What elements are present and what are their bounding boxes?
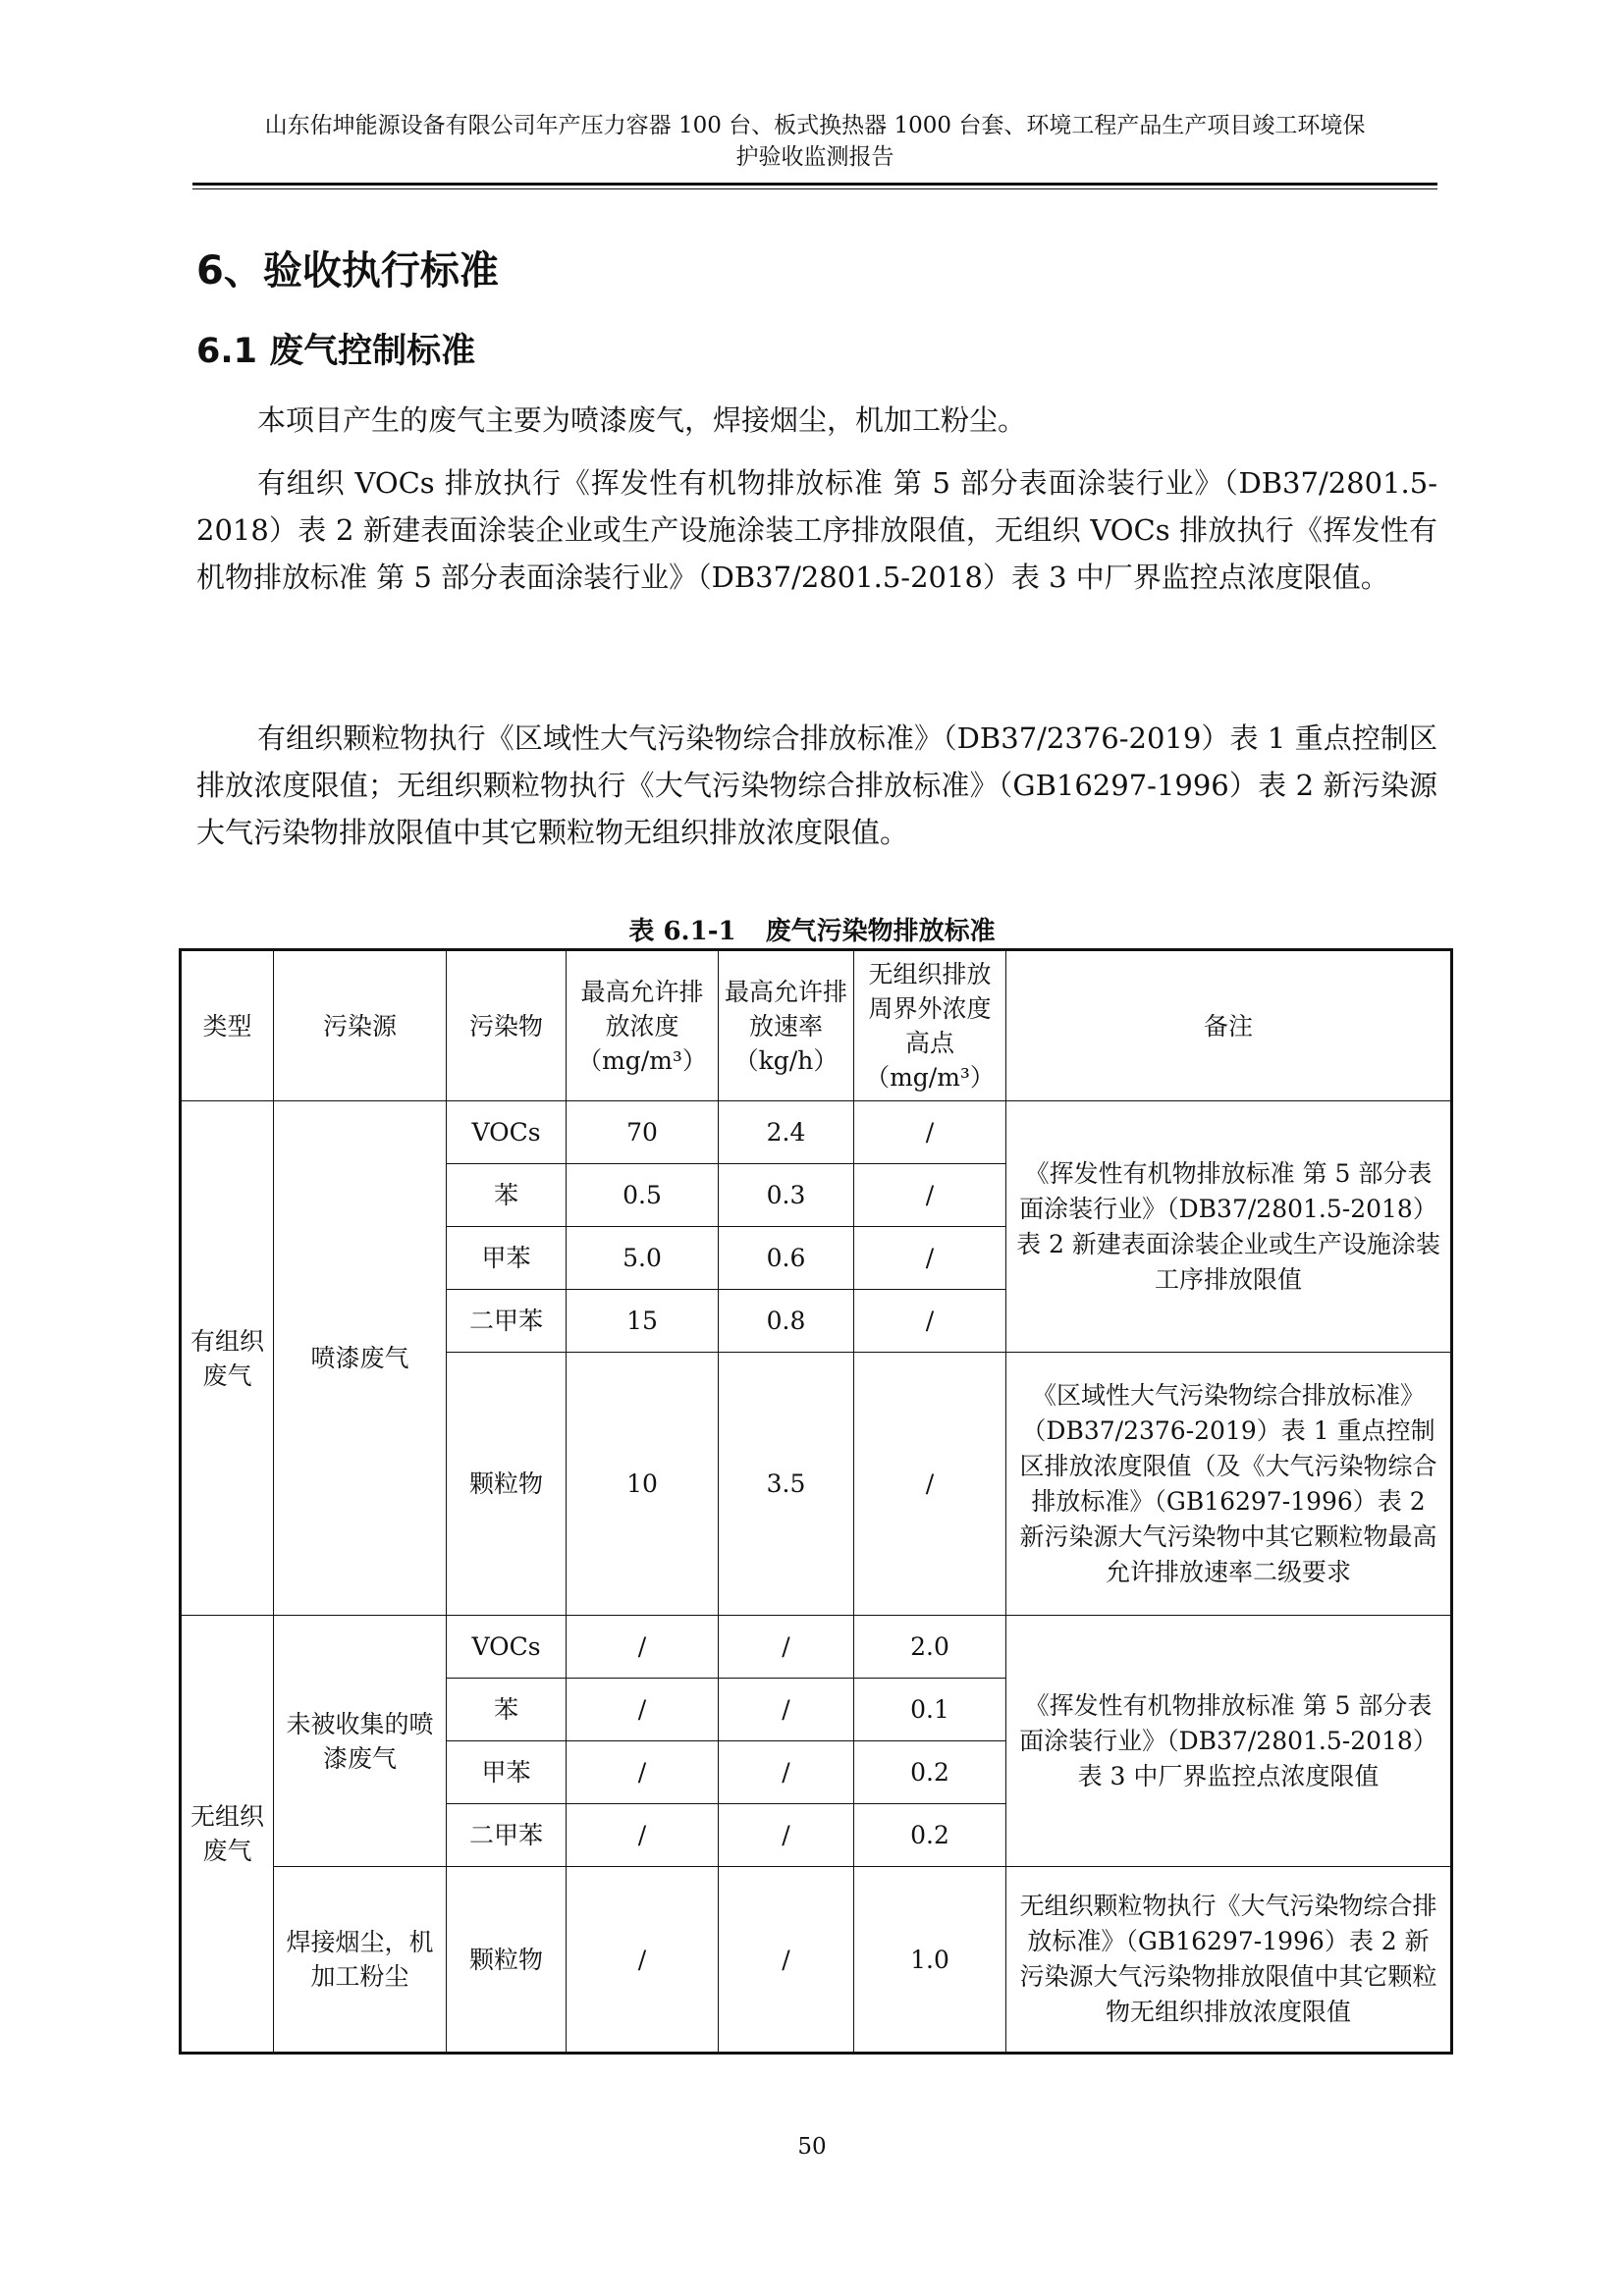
rate-cell: 2.4: [719, 1101, 854, 1164]
pollutant-cell: 二甲苯: [447, 1804, 567, 1867]
table-row: [181, 1867, 1452, 2054]
concentration-cell: 10: [567, 1353, 719, 1616]
rate-cell: /: [719, 1804, 854, 1867]
note-cell: 《挥发性有机物排放标准 第 5 部分表面涂装行业》（DB37/2801.5-2018）表 3 中厂界监控点浓度限值: [1006, 1616, 1452, 1867]
rate-cell: 0.8: [719, 1290, 854, 1353]
rate-cell: /: [719, 1616, 854, 1679]
rate-cell: 0.6: [719, 1227, 854, 1290]
rate-cell: 0.3: [719, 1164, 854, 1227]
rate-cell: /: [719, 1867, 854, 2054]
concentration-cell: /: [567, 1867, 719, 2054]
pollutant-cell: 甲苯: [447, 1227, 567, 1290]
header-cell-max-rate: 最高允许排放速率（kg/h）: [719, 950, 854, 1101]
boundary-cell: /: [854, 1164, 1006, 1227]
pollutant-cell: 苯: [447, 1164, 567, 1227]
concentration-cell: 15: [567, 1290, 719, 1353]
type-cell: 有组织废气: [181, 1101, 274, 1616]
header-rule-thick: [192, 183, 1437, 186]
concentration-cell: /: [567, 1741, 719, 1804]
pollutant-cell: 甲苯: [447, 1741, 567, 1804]
note-cell: 无组织颗粒物执行《大气污染物综合排放标准》（GB16297-1996）表 2 新污染源大气污染物排放限值中其它颗粒物无组织排放浓度限值: [1006, 1867, 1452, 2054]
header-cell-boundary-concentration: 无组织排放周界外浓度高点（mg/m³）: [854, 950, 1006, 1101]
header-cell-source: 污染源: [274, 950, 447, 1101]
source-cell: 喷漆废气: [274, 1101, 447, 1616]
table-caption-title: 废气污染物排放标准: [765, 917, 996, 946]
emission-standards-table: [179, 948, 1453, 2055]
boundary-cell: 2.0: [854, 1616, 1006, 1679]
concentration-cell: /: [567, 1804, 719, 1867]
table-row: [181, 1616, 1452, 1679]
paragraph-1: 本项目产生的废气主要为喷漆废气，焊接烟尘，机加工粉尘。: [257, 403, 1027, 437]
concentration-cell: 0.5: [567, 1164, 719, 1227]
pollutant-cell: VOCs: [447, 1101, 567, 1164]
boundary-cell: 0.2: [854, 1741, 1006, 1804]
page-number: 50: [797, 2134, 827, 2160]
table-row: [181, 1101, 1452, 1164]
boundary-cell: /: [854, 1353, 1006, 1616]
boundary-cell: 1.0: [854, 1867, 1006, 2054]
running-header: [192, 110, 1437, 173]
paragraph-3: 有组织颗粒物执行《区域性大气污染物综合排放标准》（DB37/2376-2019）表 1 重点控制区排放浓度限值；无组织颗粒物执行《大气污染物综合排放标准》（GB16297-1996）表 2 新污染源大气污染物排放限值中其它颗粒物无组织排放浓度限值。: [196, 721, 1437, 849]
concentration-cell: 5.0: [567, 1227, 719, 1290]
source-cell: 焊接烟尘，机加工粉尘: [274, 1867, 447, 2054]
header-cell-max-concentration: 最高允许排放浓度（mg/m³）: [567, 950, 719, 1101]
concentration-cell: /: [567, 1616, 719, 1679]
rate-cell: 3.5: [719, 1353, 854, 1616]
table-caption: [0, 911, 1624, 947]
type-cell: 无组织废气: [181, 1616, 274, 2054]
subsection-title: 6.1 废气控制标准: [196, 332, 476, 371]
table-header-row: [181, 950, 1452, 1101]
rate-cell: /: [719, 1679, 854, 1741]
table-caption-number: 表 6.1-1: [628, 917, 736, 946]
paragraph-2: 有组织 VOCs 排放执行《挥发性有机物排放标准 第 5 部分表面涂装行业》（DB37/2801.5-2018）表 2 新建表面涂装企业或生产设施涂装工序排放限值，无组织 VOCs 排放执行《挥发性有机物排放标准 第 5 部分表面涂装行业》（DB37/2801.5-2018）表 3 中厂界监控点浓度限值。: [196, 466, 1437, 594]
section-title: 6、验收执行标准: [196, 248, 499, 294]
boundary-cell: 0.2: [854, 1804, 1006, 1867]
note-cell: 《区域性大气污染物综合排放标准》（DB37/2376-2019）表 1 重点控制区排放浓度限值（及《大气污染物综合排放标准》（GB16297-1996）表 2 新污染源大气污染物中其它颗粒物最高允许排放速率二级要求: [1006, 1353, 1452, 1616]
pollutant-cell: 苯: [447, 1679, 567, 1741]
source-cell: 未被收集的喷漆废气: [274, 1616, 447, 1867]
pollutant-cell: 二甲苯: [447, 1290, 567, 1353]
pollutant-cell: 颗粒物: [447, 1353, 567, 1616]
boundary-cell: /: [854, 1101, 1006, 1164]
header-line-1: 山东佑坤能源设备有限公司年产压力容器 100 台、板式换热器 1000 台套、环境工程产品生产项目竣工环境保: [264, 113, 1366, 138]
boundary-cell: 0.1: [854, 1679, 1006, 1741]
concentration-cell: 70: [567, 1101, 719, 1164]
header-line-2: 护验收监测报告: [735, 144, 894, 170]
concentration-cell: /: [567, 1679, 719, 1741]
rate-cell: /: [719, 1741, 854, 1804]
pollutant-cell: 颗粒物: [447, 1867, 567, 2054]
header-cell-type: 类型: [181, 950, 274, 1101]
note-cell: 《挥发性有机物排放标准 第 5 部分表面涂装行业》（DB37/2801.5-2018）表 2 新建表面涂装企业或生产设施涂装工序排放限值: [1006, 1101, 1452, 1353]
pollutant-cell: VOCs: [447, 1616, 567, 1679]
header-rule-thin: [192, 188, 1437, 189]
boundary-cell: /: [854, 1227, 1006, 1290]
boundary-cell: /: [854, 1290, 1006, 1353]
header-cell-pollutant: 污染物: [447, 950, 567, 1101]
header-cell-note: 备注: [1006, 950, 1452, 1101]
